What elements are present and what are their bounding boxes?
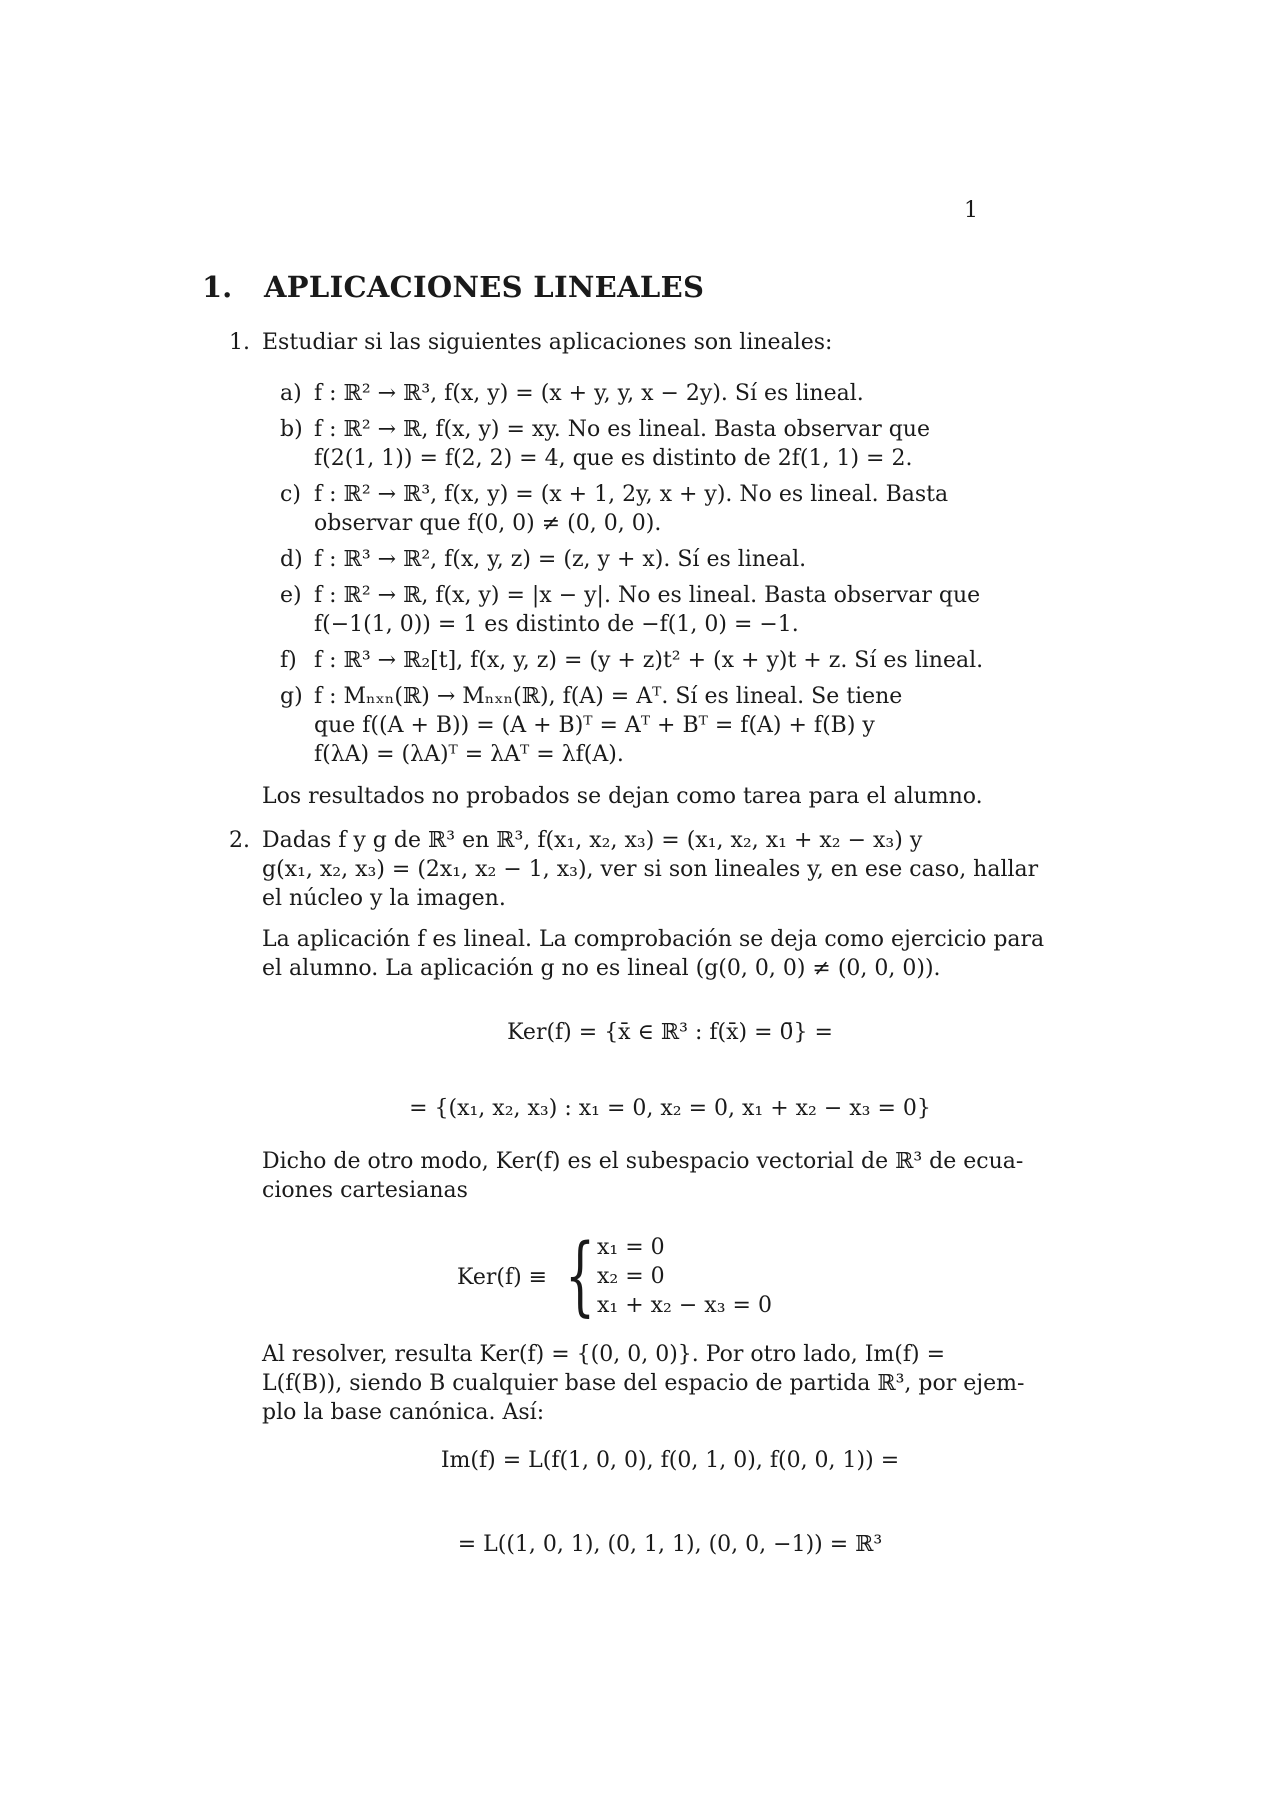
item-g-text-line1: f : Mₙₓₙ(ℝ) → Mₙₓₙ(ℝ), f(A) = Aᵀ. Sí es lineal. Se tiene	[314, 684, 903, 709]
item-g-text-line2: que f((A + B)) = (A + B)ᵀ = Aᵀ + Bᵀ = f(A) + f(B) y	[314, 713, 875, 738]
item-g-letter: g)	[280, 684, 303, 709]
left-brace: {	[565, 1226, 596, 1326]
paragraph-im-line3: plo la base canónica. Así:	[262, 1400, 545, 1425]
item-a-text: f : ℝ² → ℝ³, f(x, y) = (x + y, y, x − 2y). Sí es lineal.	[314, 381, 864, 406]
paragraph-f-linear-line1: La aplicación f es lineal. La comprobación se deja como ejercicio para	[262, 927, 1045, 952]
item-f-letter: f)	[280, 648, 297, 673]
item-e-text-line1: f : ℝ² → ℝ, f(x, y) = |x − y|. No es lineal. Basta observar que	[314, 583, 981, 608]
paragraph-f-linear-line2: el alumno. La aplicación g no es lineal (g(0, 0, 0) ≠ (0, 0, 0)).	[262, 956, 941, 981]
exercise-2-statement-line1: Dadas f y g de ℝ³ en ℝ³, f(x₁, x₂, x₃) = (x₁, x₂, x₁ + x₂ − x₃) y	[262, 828, 923, 853]
exercise-2-number: 2.	[229, 828, 250, 853]
system-lhs: Ker(f) ≡	[457, 1265, 548, 1290]
exercise-1-prompt: Estudiar si las siguientes aplicaciones son lineales:	[262, 330, 833, 355]
exercise-1-note: Los resultados no probados se dejan como tarea para el alumno.	[262, 784, 983, 809]
paragraph-ker-line1: Dicho de otro modo, Ker(f) es el subespacio vectorial de ℝ³ de ecua-	[262, 1149, 1024, 1174]
paragraph-ker-line2: ciones cartesianas	[262, 1178, 468, 1203]
item-b-letter: b)	[280, 417, 303, 442]
equation-im-line1: Im(f) = L(f(1, 0, 0), f(0, 1, 0), f(0, 0, 1)) =	[440, 1448, 900, 1473]
item-a-letter: a)	[280, 381, 302, 406]
section-number: 1.	[202, 270, 233, 304]
item-c-letter: c)	[280, 482, 301, 507]
item-d-letter: d)	[280, 547, 303, 572]
item-c-text-line1: f : ℝ² → ℝ³, f(x, y) = (x + 1, 2y, x + y). No es lineal. Basta	[314, 482, 949, 507]
exercise-1-number: 1.	[229, 330, 250, 355]
paragraph-im-line2: L(f(B)), siendo B cualquier base del espacio de partida ℝ³, por ejem-	[262, 1371, 1025, 1396]
item-b-text-line2: f(2(1, 1)) = f(2, 2) = 4, que es distinto de 2f(1, 1) = 2.	[314, 446, 913, 471]
item-c-text-line2: observar que f(0, 0) ≠ (0, 0, 0).	[314, 511, 662, 536]
system-equation-3: x₁ + x₂ − x₃ = 0	[597, 1293, 772, 1318]
item-e-text-line2: f(−1(1, 0)) = 1 es distinto de −f(1, 0) = −1.	[314, 612, 799, 637]
item-g-text-line3: f(λA) = (λA)ᵀ = λAᵀ = λf(A).	[314, 742, 624, 767]
exercise-2-statement-line2: g(x₁, x₂, x₃) = (2x₁, x₂ − 1, x₃), ver si son lineales y, en ese caso, hallar	[262, 857, 1039, 882]
ker-equation-system	[457, 1228, 787, 1328]
equation-ker-line2: = {(x₁, x₂, x₃) : x₁ = 0, x₂ = 0, x₁ + x₂ − x₃ = 0}	[409, 1096, 931, 1121]
system-equation-1: x₁ = 0	[597, 1235, 665, 1260]
system-equation-2: x₂ = 0	[597, 1264, 665, 1289]
page-number: 1	[964, 198, 978, 223]
item-b-text-line1: f : ℝ² → ℝ, f(x, y) = xy. No es lineal. Basta observar que	[314, 417, 930, 442]
section-title: APLICACIONES LINEALES	[264, 270, 705, 304]
item-d-text: f : ℝ³ → ℝ², f(x, y, z) = (z, y + x). Sí es lineal.	[314, 547, 807, 572]
equation-im-line2: = L((1, 0, 1), (0, 1, 1), (0, 0, −1)) = ℝ³	[457, 1532, 883, 1557]
exercise-2-statement-line3: el núcleo y la imagen.	[262, 886, 506, 911]
item-e-letter: e)	[280, 583, 302, 608]
item-f-text: f : ℝ³ → ℝ₂[t], f(x, y, z) = (y + z)t² + (x + y)t + z. Sí es lineal.	[314, 648, 984, 673]
paragraph-im-line1: Al resolver, resulta Ker(f) = {(0, 0, 0)}. Por otro lado, Im(f) =	[262, 1342, 946, 1367]
equation-ker-line1: Ker(f) = {x̄ ∈ ℝ³ : f(x̄) = 0̄} =	[507, 1020, 833, 1045]
